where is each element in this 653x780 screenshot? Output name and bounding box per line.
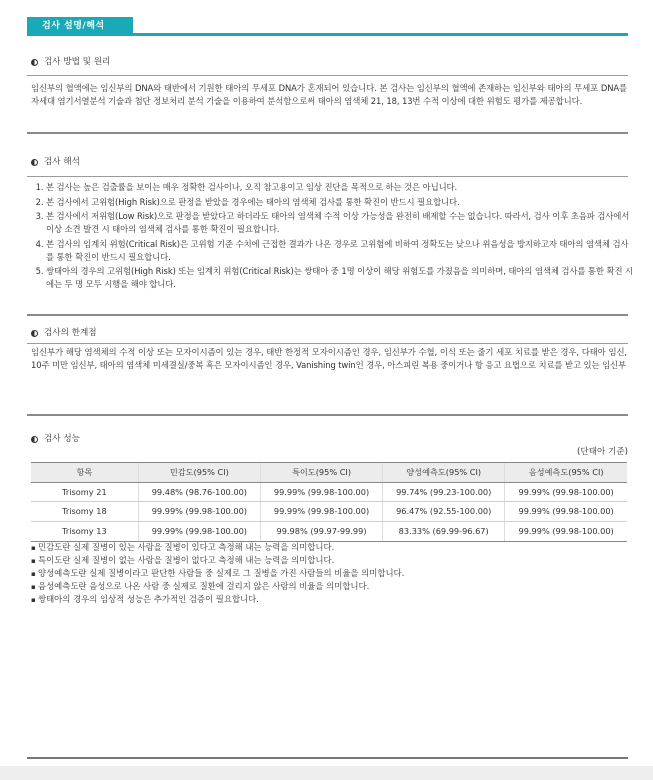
table-cell: 99.99% (99.98-100.00) (505, 522, 627, 542)
table-cell: 99.74% (99.23-100.00) (383, 482, 505, 502)
note-item: ▪ 음성예측도란 음성으로 나온 사람 중 실제로 질환에 걸리지 않은 사람의 비율을 의미합니다. (31, 580, 404, 593)
divider (27, 176, 628, 177)
table-row (31, 482, 627, 502)
table-cell: 99.98% (99.97-99.99) (260, 522, 382, 542)
list-item: 2. 본 검사에서 고위험(High Risk)으로 판정을 받았을 경우에는 태아의 염색체 검사를 통한 확진이 반드시 필요합니다. (46, 196, 636, 209)
unit-note: (단태아 기준) (577, 447, 628, 457)
table-cell: 99.99% (99.98-100.00) (260, 502, 382, 522)
method-section-title (31, 56, 110, 69)
divider (27, 343, 628, 344)
half-circle-icon (31, 159, 38, 166)
list-item: 1. 본 검사는 높은 검출률을 보이는 매우 정확한 검사이나, 오직 참고용이고 임상 진단을 목적으로 하는 것은 아닙니다. (46, 181, 636, 194)
table-row (31, 522, 627, 542)
table-cell: Trisomy 18 (31, 502, 138, 522)
column-header: 항목 (31, 463, 138, 483)
note-item: ▪ 쌍태아의 경우의 임상적 성능은 추가적인 검증이 필요합니다. (31, 593, 404, 606)
note-item: ▪ 양성예측도란 실제 질병이라고 판단한 사람들 중 실제로 그 질병을 가진 사람들의 비율을 의미합니다. (31, 567, 404, 580)
column-header: 민감도(95% CI) (138, 463, 260, 483)
limits-text: 임신부가 해당 염색체의 수적 이상 또는 모자이시즘이 있는 경우, 태반 한정적 모자이시즘인 경우, 임신부가 수혈, 이식 또는 줄기 세포 치료를 받은 경우, 다태아 임신, 10주 미만 임신부, 태아의 염색체 미세결실/중복 혹은 모자이시즘인 경우, Vanishing twin인 경우, 아스피린 복용 중이거나 항 응고 요법으로 치료를 받고 있는 임신부 (31, 347, 627, 371)
column-header: 양성예측도(95% CI) (383, 463, 505, 483)
half-circle-icon (31, 330, 38, 337)
table-cell: 99.99% (99.98-100.00) (138, 522, 260, 542)
note-item: ▪ 민감도란 실제 질병이 있는 사람을 질병이 있다고 측정해 내는 능력을 의미합니다. (31, 541, 404, 554)
method-title: 검사 방법 및 원리 (44, 57, 111, 67)
limits-section-title (31, 327, 97, 340)
performance-title: 검사 성능 (44, 434, 80, 444)
table-row (31, 502, 627, 522)
table-cell: Trisomy 21 (31, 482, 138, 502)
list-item: 5. 쌍태아의 경우의 고위험(High Risk) 또는 임계치 위험(Critical Risk)는 쌍태아 중 1명 이상이 해당 위험도를 가졌음을 의미하며, 태아의 염색체 검사를 통한 확진 시에는 두 명 모두 시행을 해야 합니다. (46, 265, 636, 291)
interpretation-list (31, 181, 636, 293)
divider (27, 75, 628, 76)
list-item: 3. 본 검사에서 저위험(Low Risk)으로 판정을 받았다고 하더라도 태아의 염색체 수적 이상 가능성을 완전히 배제할 수는 없습니다. 따라서, 검사 이후 초음파 검사에서 이상 소견 발견 시 태아의 염색체 검사를 통한 확진이 필요합니다. (46, 210, 636, 236)
performance-table (31, 462, 627, 542)
performance-section-title (31, 433, 80, 446)
limits-title: 검사의 한계점 (44, 328, 97, 338)
section-header-tab: 검사 설명/해석 (27, 17, 133, 36)
table-cell: 99.48% (98.76-100.00) (138, 482, 260, 502)
divider (27, 132, 628, 134)
table-cell: 99.99% (99.98-100.00) (260, 482, 382, 502)
column-header: 특이도(95% CI) (260, 463, 382, 483)
table-cell: 99.99% (99.98-100.00) (138, 502, 260, 522)
table-cell: 99.99% (99.98-100.00) (505, 502, 627, 522)
column-header: 음성예측도(95% CI) (505, 463, 627, 483)
table-cell: Trisomy 13 (31, 522, 138, 542)
interpretation-section-title (31, 156, 80, 169)
method-text: 임신부의 혈액에는 임신부의 DNA와 태반에서 기원한 태아의 무세포 DNA가 혼재되어 있습니다. 본 검사는 임신부의 혈액에 존재하는 임신부와 태아의 무세포 DNA를 자세대 염기서열분석 기술과 첨단 정보처리 분석 기술을 이용하여 분석함으로써 태아의 염색체 21, 18, 13번 수적 이상에 대한 위험도 평가를 제공합니다. (31, 83, 627, 107)
table-cell: 99.99% (99.98-100.00) (505, 482, 627, 502)
divider (27, 314, 628, 316)
half-circle-icon (31, 436, 38, 443)
bottom-divider (27, 757, 628, 759)
footer-band (0, 766, 653, 780)
table-cell: 83.33% (69.99-96.67) (383, 522, 505, 542)
table-header-row (31, 463, 627, 483)
interpretation-title: 검사 해석 (44, 157, 80, 167)
list-item: 4. 본 검사의 임계치 위험(Critical Risk)은 고위험 기준 수치에 근접한 결과가 나온 경우로 고위험에 비하여 정확도는 낮으나 위음성을 방지하고자 태아의 염색체 검사를 통한 확진이 반드시 필요합니다. (46, 238, 636, 264)
table-cell: 96.47% (92.55-100.00) (383, 502, 505, 522)
half-circle-icon (31, 59, 38, 66)
note-item: ▪ 특이도란 실제 질병이 없는 사람을 질병이 없다고 측정해 내는 능력을 의미합니다. (31, 554, 404, 567)
performance-notes (31, 541, 404, 606)
divider (27, 414, 628, 416)
